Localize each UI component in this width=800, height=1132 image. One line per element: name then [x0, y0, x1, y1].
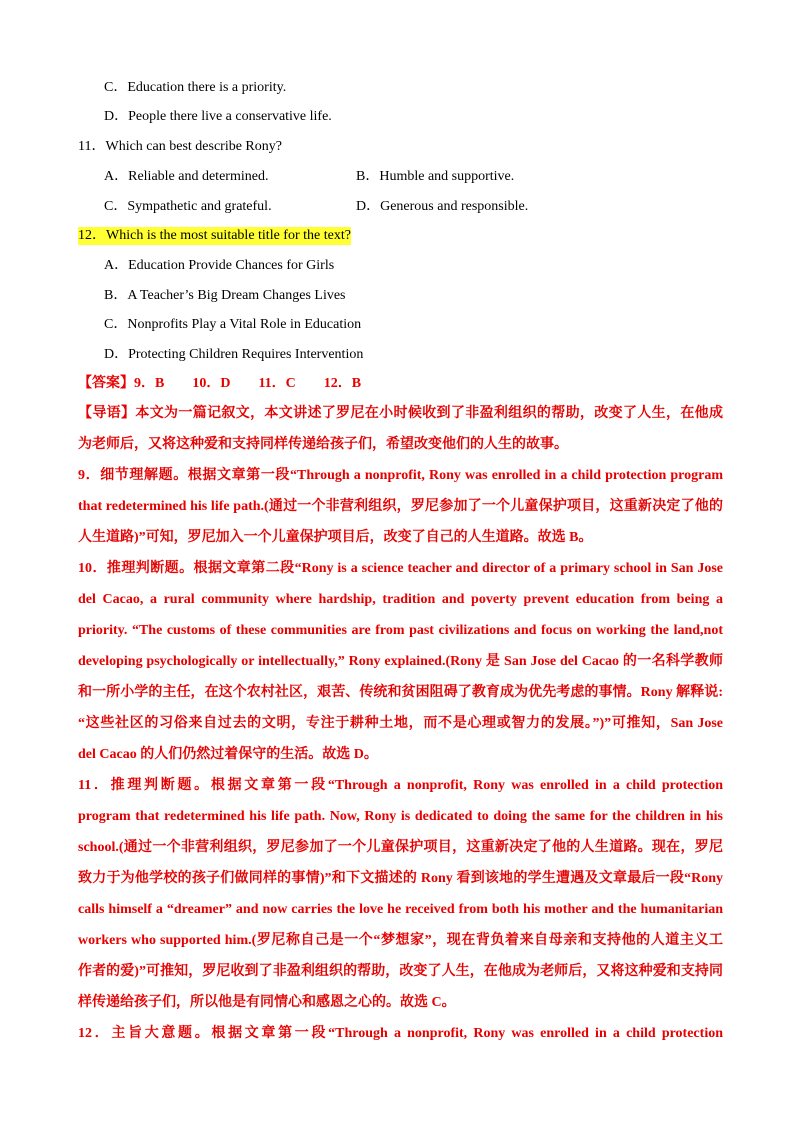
q10-option-c: C．Education there is a priority.	[104, 80, 287, 95]
q10-option-d: D．People there live a conservative life.	[104, 109, 332, 124]
q12-stem: 12．Which is the most suitable title for the text?	[78, 228, 351, 243]
guide-line: 【导语】本文为一篇记叙文，本文讲述了罗尼在小时候收到了非盈利组织的帮助，改变了人生，在他成	[78, 406, 723, 421]
q11-stem: 11．Which can best describe Rony?	[78, 139, 282, 154]
q11-option-b: B．Humble and supportive.	[356, 169, 515, 184]
q11-option-a: A．Reliable and determined.	[104, 169, 269, 184]
q12-option-b: B．A Teacher’s Big Dream Changes Lives	[104, 288, 346, 303]
explanation-9-line: that redetermined his life path.(通过一个非营利组织，罗尼参加了一个儿童保护项目，这重新决定了他的	[78, 499, 723, 514]
explanation-10-line: “这些社区的习俗来自过去的文明，专注于耕种土地，而不是心理或智力的发展。”)”可推知，San Jose	[78, 716, 723, 731]
explanation-9-line: 9．细节理解题。根据文章第一段“Through a nonprofit, Rony was enrolled in a child protection program	[78, 468, 723, 483]
explanation-10-line: developing psychologically or intellectually,” Rony explained.(Rony 是 San Jose del Cacao 的一名科学教师	[78, 654, 723, 669]
explanation-10-line: del Cacao, a rural community where hardship, tradition and poverty prevent education from being a	[78, 592, 723, 607]
explanation-11-line: school.(通过一个非营利组织，罗尼参加了一个儿童保护项目，这重新决定了他的人生道路。现在，罗尼	[78, 840, 723, 855]
explanation-11-line: workers who supported him.(罗尼称自己是一个“梦想家”，现在背负着来自母亲和支持他的人道主义工	[78, 933, 723, 948]
q12-option-a: A．Education Provide Chances for Girls	[104, 258, 335, 273]
explanation-11-line: 致力于为他学校的孩子们做同样的事情)”和下文描述的 Rony 看到该地的学生遭遇及文章最后一段“Rony	[78, 871, 723, 886]
explanation-9-line: 人生道路)”可知，罗尼加入一个儿童保护项目后，改变了自己的人生道路。故选 B。	[78, 530, 593, 545]
explanation-10-line: del Cacao 的人们仍然过着保守的生活。故选 D。	[78, 747, 378, 762]
explanation-10-line: priority. “The customs of these communities are from past civilizations and focus on working the land,not	[78, 623, 723, 638]
q12-option-c: C．Nonprofits Play a Vital Role in Education	[104, 317, 362, 332]
q11-option-d: D．Generous and responsible.	[356, 199, 529, 214]
explanation-10-line: 和一所小学的主任，在这个农村社区，艰苦、传统和贫困阻碍了教育成为优先考虑的事情。Rony 解释说:	[78, 685, 723, 700]
guide-line: 为老师后，又将这种爱和支持同样传递给孩子们，希望改变他们的人生的故事。	[78, 437, 568, 452]
explanation-11-line: 样传递给孩子们，所以他是有同情心和感恩之心的。故选 C。	[78, 995, 456, 1010]
explanation-11-line: 作者的爱)”可推知，罗尼收到了非盈利组织的帮助，改变了人生，在他成为老师后，又将这种爱和支持同	[78, 964, 723, 979]
q12-option-d: D．Protecting Children Requires Intervention	[104, 347, 364, 362]
explanation-11-line: calls himself a “dreamer” and now carries the love he received from both his mother and the humanitarian	[78, 902, 723, 917]
explanation-11-line: 11．推理判断题。根据文章第一段“Through a nonprofit, Rony was enrolled in a child protection	[78, 778, 723, 793]
explanation-12-line: 12．主旨大意题。根据文章第一段“Through a nonprofit, Rony was enrolled in a child protection	[78, 1026, 723, 1041]
explanation-10-line: 10．推理判断题。根据文章第二段“Rony is a science teacher and director of a primary school in San Jose	[78, 561, 723, 576]
answer-key: 【答案】9．B 10．D 11．C 12．B	[78, 376, 362, 391]
explanation-11-line: program that redetermined his life path. Now, Rony is dedicated to doing the same for the children in his	[78, 809, 723, 824]
q11-option-c: C．Sympathetic and grateful.	[104, 199, 272, 214]
